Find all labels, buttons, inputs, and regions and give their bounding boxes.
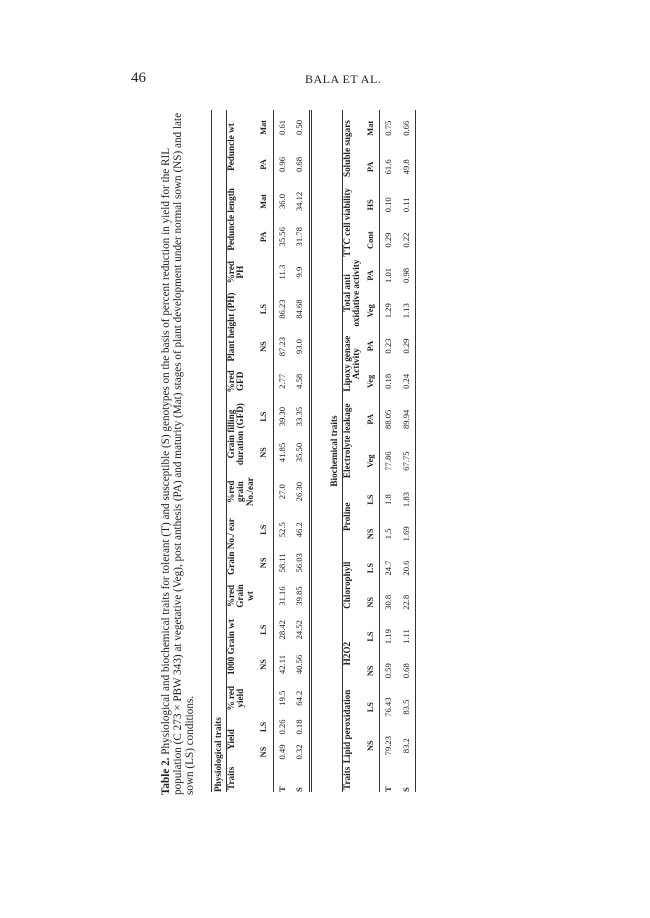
cell: 20.6: [400, 560, 411, 576]
physio-header-peduncle-length: Peduncle length: [225, 188, 236, 251]
cell: 42.11: [276, 654, 287, 674]
cell: 0.66: [400, 120, 411, 136]
biochem-header-lipoxygenase: Lipoxy genase Activity: [341, 335, 361, 392]
cell: 9.9: [294, 266, 304, 278]
table-row: [291, 110, 310, 792]
cell: 1.13: [400, 303, 411, 319]
cell: 58.11: [276, 553, 287, 573]
physio-header-peduncle-wt: Peduncle wt: [225, 123, 236, 171]
biochem-header-lipid: Lipid peroxidation: [341, 689, 352, 764]
biochem-header-chlorophyll: Chlorophyll: [341, 561, 352, 609]
cell: 49.8: [400, 159, 411, 175]
cell: 39.85: [294, 586, 304, 606]
cell: 30.8: [383, 594, 393, 610]
cell: 89.94: [400, 409, 411, 430]
cell: 77.86: [383, 451, 393, 471]
cell: 40.56: [294, 654, 304, 675]
row-label: S: [400, 787, 411, 792]
page-number: 46: [131, 70, 146, 86]
physio-header-traits: Traits: [225, 766, 236, 790]
physio-sub-gn-ns: NS: [259, 557, 268, 569]
cell: 22.8: [400, 594, 411, 610]
cell: 64.2: [294, 690, 304, 706]
rotated-table-block: [160, 110, 445, 795]
caption-text: Physiological and biochemical traits for tolerant (T) and susceptible (S) genotypes on the basis of percent reduction in yield for the RIL population (C 273 × PBW 343) at vegetative (Veg), post anthesis (PA) and maturity (Mat) stages of plant development under normal sown (NS) and late sown (LS) conditions.: [160, 112, 196, 795]
cell: 46.2: [294, 522, 304, 538]
table-row: [273, 110, 291, 792]
cell: 93.0: [294, 339, 304, 355]
cell: 1.8: [383, 494, 393, 505]
running-head: BALA ET AL.: [305, 72, 382, 86]
biochem-header-ttc: TTC cell viability: [341, 188, 352, 257]
cell: 35.50: [294, 442, 304, 463]
physio-header-grain-wt: 1000 Grain wt: [225, 619, 236, 676]
physio-sub-pl-pa: PA: [259, 231, 268, 243]
biochem-sub: Cont: [365, 231, 375, 249]
cell: 0.68: [294, 156, 304, 173]
cell: 11.3: [276, 264, 287, 280]
cell: 31.16: [276, 586, 287, 606]
cell: 76.43: [383, 697, 393, 717]
cell: 1.83: [400, 492, 411, 508]
cell: 27.0: [276, 484, 287, 500]
cell: 39.30: [276, 407, 287, 427]
physio-header-yield: Yield: [225, 729, 236, 750]
biochem-sub: PA: [365, 340, 375, 352]
biochem-sub: LS: [365, 494, 375, 505]
cell: 86.23: [276, 299, 287, 319]
cell: 0.50: [294, 119, 304, 135]
cell: 0.26: [276, 719, 287, 735]
biochem-header-antioxidative: Total anti oxidative activity: [341, 259, 361, 327]
cell: 56.03: [294, 553, 304, 573]
physio-header-plant-height: Plant height (PH): [225, 292, 236, 362]
physio-header-red-ph: %red PH: [225, 260, 245, 284]
biochem-sub: Veg: [365, 304, 375, 318]
cell: 1.5: [383, 528, 393, 540]
physio-sub-pl-mat: Mat: [259, 194, 268, 209]
biochem-header-sugars: Soluble sugars: [341, 120, 352, 178]
cell: 61.6: [383, 159, 393, 175]
biochem-sub: LS: [365, 631, 375, 642]
biochem-header-electrolyte: Electrolyte leakage: [341, 403, 352, 479]
cell: 0.75: [383, 120, 393, 136]
physio-sub-pw-mat: Mat: [259, 120, 268, 135]
cell: 24.52: [294, 620, 304, 640]
row-label: T: [383, 786, 393, 792]
cell: 1.19: [383, 629, 393, 645]
table-row: [380, 110, 398, 792]
biochem-section-title: Biochemical traits: [328, 110, 342, 792]
cell: 1.69: [400, 526, 411, 542]
cell: 0.11: [400, 197, 411, 213]
physio-header-red-grain-wt: %red Grain wt: [225, 584, 255, 608]
cell: 35.56: [276, 227, 287, 247]
cell: 0.59: [383, 663, 393, 679]
biochem-sub: PA: [365, 270, 375, 281]
cell: 0.68: [400, 663, 411, 679]
table-row: [398, 110, 416, 792]
physio-header-red-yield: % red yield: [225, 685, 245, 711]
biochem-sub: HS: [365, 199, 375, 211]
cell: 52.5: [276, 522, 287, 538]
physio-sub-gfd-ls: LS: [259, 411, 268, 422]
biochem-sub: Mat: [365, 120, 375, 136]
biochem-sub: LS: [365, 702, 375, 713]
caption-label: Table 2.: [160, 757, 172, 795]
physio-sub-ph-ls: LS: [259, 303, 268, 315]
biochem-sub: NS: [365, 528, 375, 540]
cell: 0.22: [400, 232, 411, 248]
physio-sub-gfd-ns: NS: [259, 447, 268, 458]
cell: 1.01: [383, 267, 393, 283]
cell: 0.23: [383, 338, 393, 354]
physio-sub-yield-ls: LS: [259, 721, 268, 733]
cell: 0.10: [383, 197, 393, 213]
cell: 26.30: [294, 482, 304, 502]
cell: 0.18: [383, 373, 393, 389]
physio-sub-gw-ns: NS: [259, 659, 268, 670]
biochem-sub: PA: [365, 414, 375, 425]
cell: 0.24: [400, 373, 411, 389]
cell: 83.5: [400, 699, 411, 715]
physio-header-red-gfd: %red GFD: [225, 370, 245, 393]
biochem-sub: PA: [365, 161, 375, 173]
cell: 0.29: [383, 232, 393, 248]
cell: 0.29: [400, 338, 411, 354]
cell: 79.23: [383, 736, 393, 756]
cell: 0.98: [400, 267, 411, 283]
physio-section-title: Physiological traits: [212, 110, 227, 792]
cell: 0.32: [294, 744, 304, 760]
cell: 28.42: [276, 620, 287, 640]
physio-header-grain-no: Grain No./ ear: [225, 518, 236, 576]
cell: 84.68: [294, 299, 304, 319]
cell: 0.18: [294, 719, 304, 735]
row-label: S: [294, 787, 304, 792]
cell: 87.23: [276, 336, 287, 357]
physio-sub-ph-ns: NS: [259, 341, 268, 352]
physio-sub-yield-ns: NS: [259, 746, 268, 758]
biochem-sub: LS: [365, 562, 375, 574]
cell: 83.2: [400, 738, 411, 754]
biochem-sub: NS: [365, 596, 375, 608]
biochem-header-traits: Traits: [341, 766, 352, 790]
cell: 24.7: [383, 560, 393, 576]
biochem-sub: Veg: [365, 374, 375, 388]
cell: 41.85: [276, 442, 287, 463]
cell: 0.96: [276, 156, 287, 173]
cell: 34.12: [294, 191, 304, 212]
physiological-table: [211, 110, 312, 792]
biochem-sub: NS: [365, 740, 375, 752]
physio-header-red-grain-no: %red grain No./ear: [225, 477, 255, 507]
physio-sub-gn-ls: LS: [259, 524, 268, 535]
biochem-sub: NS: [365, 665, 375, 677]
cell: 1.11: [400, 629, 411, 644]
biochem-header-proline: Proline: [341, 502, 352, 531]
cell: 31.78: [294, 227, 304, 247]
physio-sub-pw-pa: PA: [259, 159, 268, 170]
cell: 19.5: [276, 690, 287, 706]
cell: 2.77: [276, 373, 287, 389]
row-label: T: [276, 786, 287, 792]
cell: 36.0: [276, 193, 287, 209]
biochemical-table: [328, 110, 416, 792]
physio-header-gfd: Grain filling duration (GFD): [225, 403, 245, 466]
cell: 0.61: [276, 119, 287, 135]
physio-sub-gw-ls: LS: [259, 624, 268, 635]
cell: 33.35: [294, 407, 304, 427]
table-caption: [160, 110, 196, 795]
biochem-header-h2o2: H2O2: [341, 641, 352, 666]
biochem-sub: Veg: [365, 454, 375, 468]
cell: 67.75: [400, 451, 411, 471]
cell: 88.05: [383, 409, 393, 430]
cell: 0.49: [276, 744, 287, 760]
cell: 4.58: [294, 373, 304, 389]
cell: 1.29: [383, 303, 393, 319]
